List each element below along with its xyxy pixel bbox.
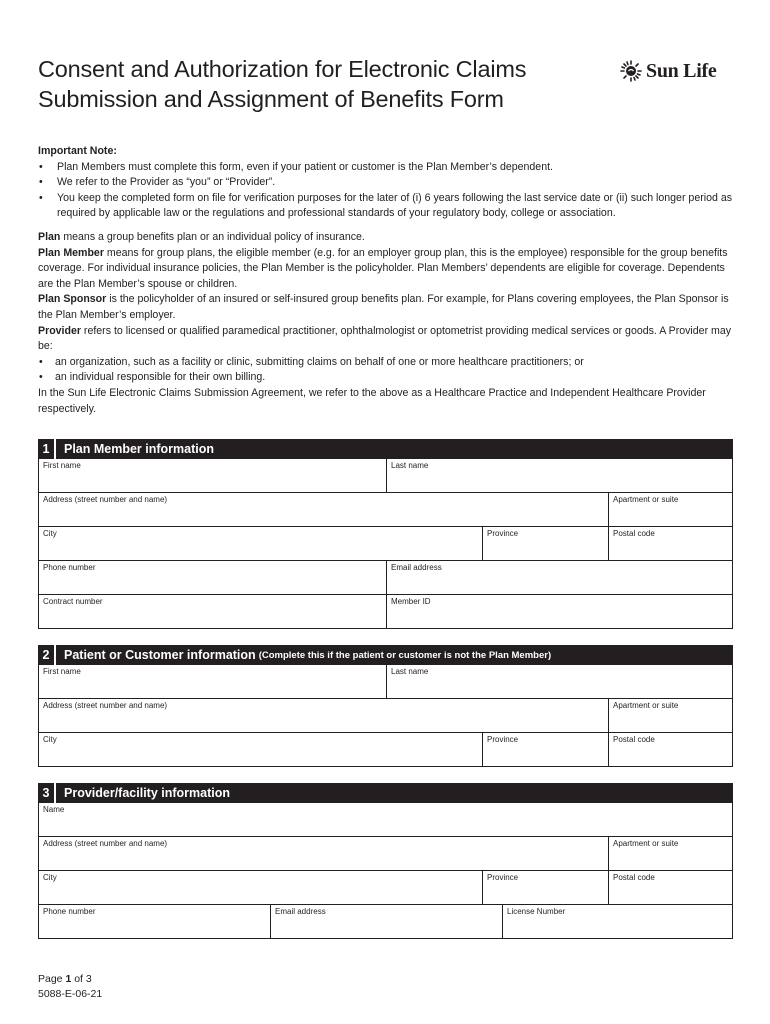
phone-field[interactable]: Phone number bbox=[43, 907, 96, 916]
page-suffix: of 3 bbox=[71, 973, 92, 985]
form-title bbox=[38, 54, 598, 114]
definition-plan-sponsor bbox=[38, 292, 734, 323]
definition-text: is the policyholder of an insured or self-insured group benefits plan. For example, for Plans covering employees, the Plan Sponsor is the Plan Member’s employer. bbox=[38, 293, 729, 321]
important-note-item: • You keep the completed form on file for verification purposes for the later of (i) 6 years following the last service date or (ii) such longer period as required by applicable law or the regulations and professional standards of your regulatory body, college or association. bbox=[38, 191, 734, 222]
page-indicator bbox=[38, 972, 102, 987]
postal-code-field[interactable]: Postal code bbox=[608, 733, 732, 766]
section-header bbox=[38, 645, 733, 665]
form-title-line-1: Consent and Authorization for Electronic Claims bbox=[38, 56, 527, 82]
form-code: 5088-E-06-21 bbox=[38, 988, 103, 1000]
brand-name: Sun Life bbox=[646, 59, 717, 82]
page-current: 1 bbox=[65, 973, 72, 985]
patient-fields bbox=[38, 665, 733, 767]
plan-member-fields bbox=[38, 459, 733, 629]
page-prefix: Page bbox=[38, 973, 66, 985]
section-number: 1 bbox=[38, 439, 56, 459]
member-id-field[interactable]: Member ID bbox=[386, 595, 732, 628]
apartment-field[interactable]: Apartment or suite bbox=[608, 699, 732, 732]
definitions-closing: In the Sun Life Electronic Claims Submission Agreement, we refer to the above as a Healthcare Practice and Independent Healthcare Provider respectively. bbox=[38, 386, 706, 415]
provider-type-item: • an individual responsible for their own billing. bbox=[38, 370, 734, 386]
definition-plan bbox=[38, 230, 734, 246]
email-field[interactable]: Email address bbox=[270, 905, 502, 938]
section-title: Patient or Customer information bbox=[64, 648, 256, 662]
first-name-field[interactable]: First name bbox=[43, 461, 81, 470]
address-field[interactable]: Address (street number and name) bbox=[43, 495, 168, 504]
definition-provider bbox=[38, 324, 734, 355]
term-provider: Provider bbox=[38, 324, 81, 337]
important-note-item: • Plan Members must complete this form, even if your patient or customer is the Plan Member’s dependent. bbox=[38, 160, 734, 176]
last-name-field[interactable]: Last name bbox=[386, 459, 732, 492]
city-field[interactable]: City bbox=[43, 529, 57, 538]
last-name-field[interactable]: Last name bbox=[386, 665, 732, 698]
sun-icon bbox=[618, 58, 644, 84]
definitions bbox=[38, 230, 734, 417]
postal-code-field[interactable]: Postal code bbox=[608, 527, 732, 560]
intro-text bbox=[38, 144, 734, 417]
first-name-field[interactable]: First name bbox=[43, 667, 81, 676]
form-title-line-2: Submission and Assignment of Benefits Form bbox=[38, 86, 504, 112]
provider-type-item: • an organization, such as a facility or clinic, submitting claims on behalf of one or more healthcare practitioners; or bbox=[38, 355, 734, 371]
contract-number-field[interactable]: Contract number bbox=[43, 597, 103, 606]
address-field[interactable]: Address (street number and name) bbox=[43, 839, 168, 848]
province-field[interactable]: Province bbox=[482, 871, 608, 904]
apartment-field[interactable]: Apartment or suite bbox=[608, 493, 732, 526]
section-header bbox=[38, 439, 733, 459]
definition-text: means for group plans, the eligible member (e.g. for an employer group plan, this is the employee) responsible for the group benefits coverage. For individual insurance policies, the Plan Member is the policyholder. Plan Members’ dependents are eligible for coverage. Dependents are the Plan Member’s spouse or children. bbox=[38, 246, 728, 290]
section-title: Plan Member information bbox=[64, 442, 215, 456]
definition-plan-member bbox=[38, 246, 734, 293]
provider-types-list bbox=[38, 355, 734, 386]
email-field[interactable]: Email address bbox=[386, 561, 732, 594]
address-field[interactable]: Address (street number and name) bbox=[43, 701, 168, 710]
name-field[interactable]: Name bbox=[43, 805, 65, 814]
phone-field[interactable]: Phone number bbox=[43, 563, 96, 572]
city-field[interactable]: City bbox=[43, 735, 57, 744]
important-note-list bbox=[38, 160, 734, 222]
section-number: 2 bbox=[38, 645, 56, 665]
definition-text: means a group benefits plan or an individual policy of insurance. bbox=[60, 230, 365, 243]
license-number-field[interactable]: License Number bbox=[502, 905, 732, 938]
section-subtitle: (Complete this if the patient or customer is not the Plan Member) bbox=[258, 649, 552, 661]
section-number: 3 bbox=[38, 783, 56, 803]
important-note-heading: Important Note: bbox=[38, 145, 117, 157]
term-plan: Plan bbox=[38, 230, 61, 243]
sun-life-logo bbox=[618, 56, 734, 86]
important-note-item: • We refer to the Provider as “you” or “Provider”. bbox=[38, 175, 734, 191]
city-field[interactable]: City bbox=[43, 873, 57, 882]
provider-fields bbox=[38, 803, 733, 939]
term-plan-sponsor: Plan Sponsor bbox=[38, 293, 107, 306]
section-plan-member bbox=[38, 439, 733, 629]
section-patient bbox=[38, 645, 733, 767]
section-header bbox=[38, 783, 733, 803]
section-title: Provider/facility information bbox=[64, 786, 231, 800]
apartment-field[interactable]: Apartment or suite bbox=[608, 837, 732, 870]
definition-text: refers to licensed or qualified paramedical practitioner, ophthalmologist or optometrist providing medical services or goods. A Provider may be: bbox=[38, 324, 732, 353]
term-plan-member: Plan Member bbox=[38, 246, 104, 259]
province-field[interactable]: Province bbox=[482, 733, 608, 766]
page-footer bbox=[38, 972, 102, 1002]
section-provider bbox=[38, 783, 733, 939]
province-field[interactable]: Province bbox=[482, 527, 608, 560]
postal-code-field[interactable]: Postal code bbox=[608, 871, 732, 904]
